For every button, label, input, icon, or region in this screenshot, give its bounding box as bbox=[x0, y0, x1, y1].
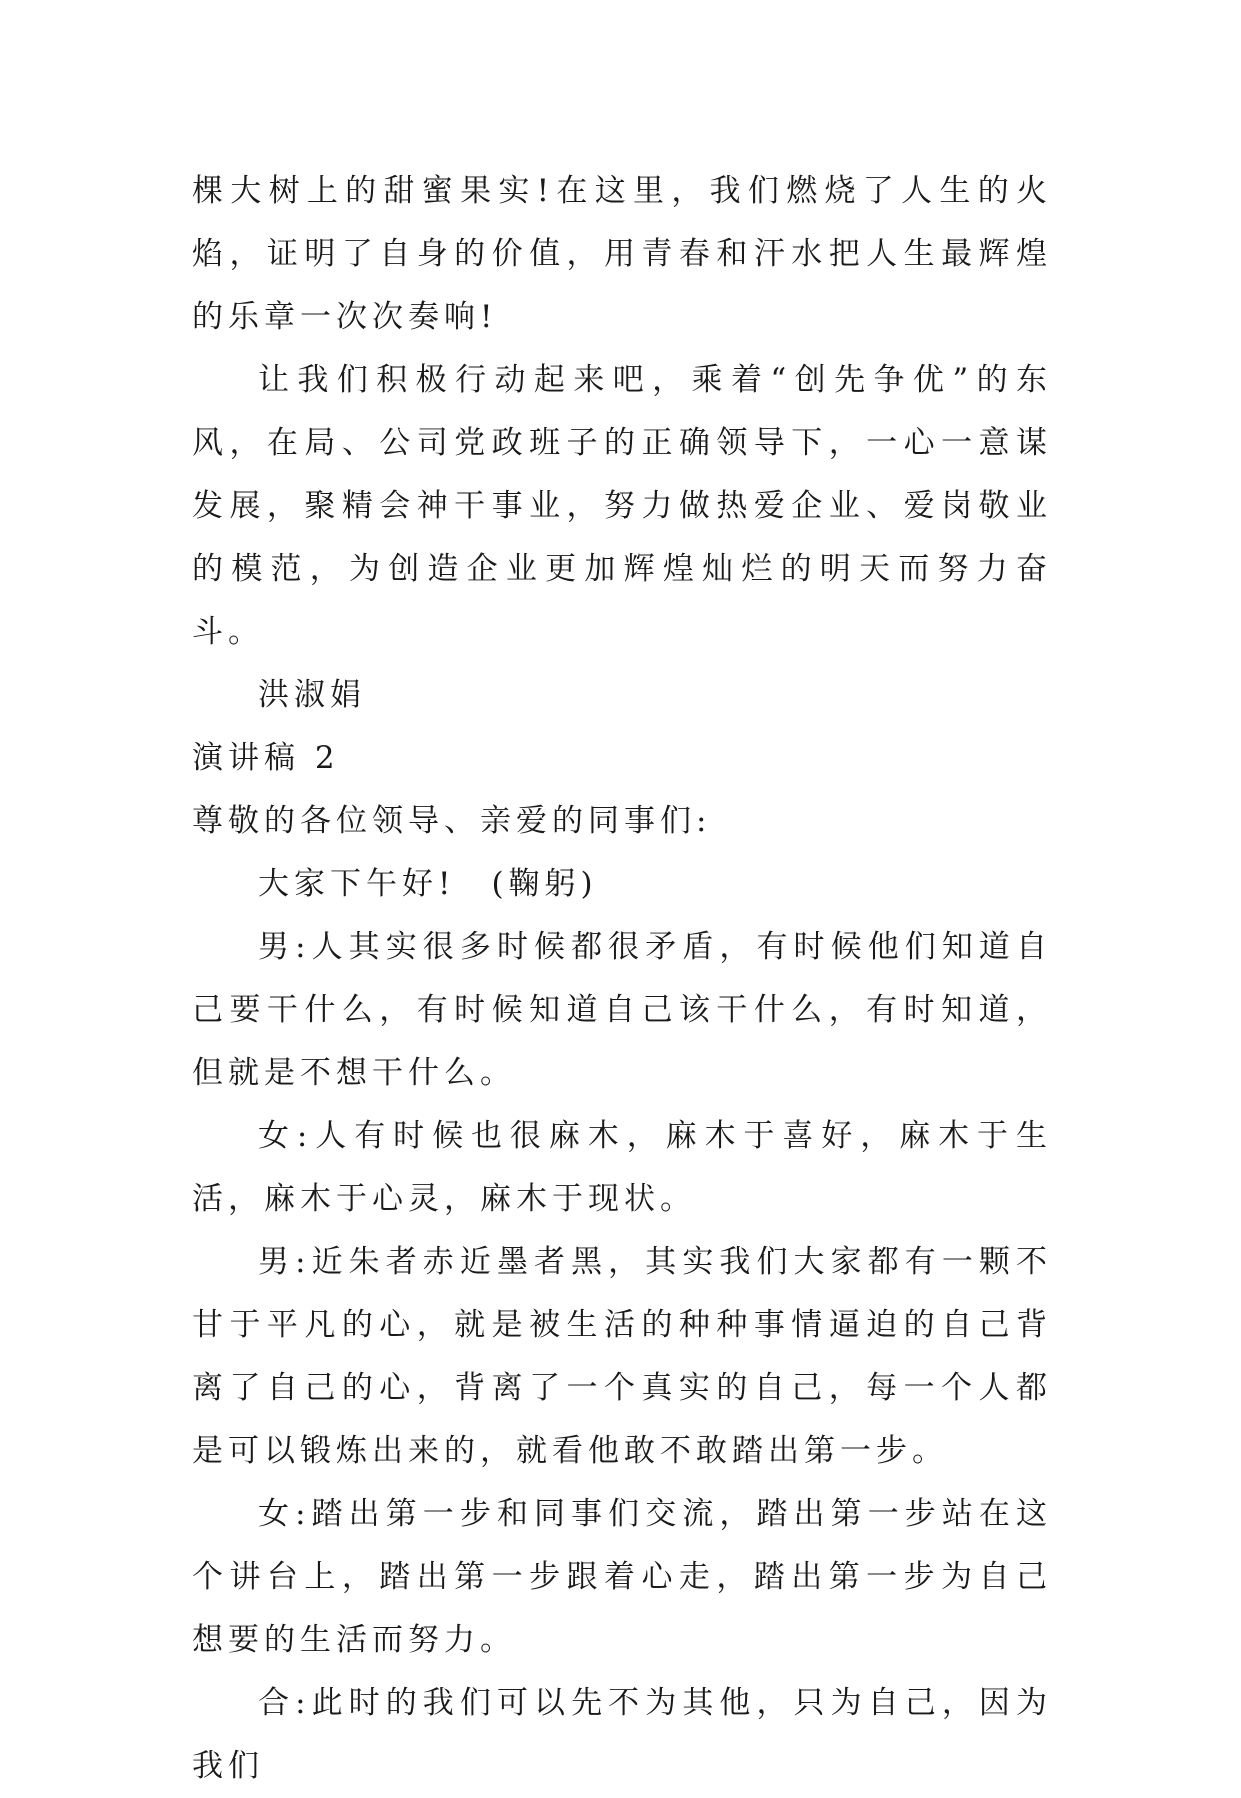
paragraph-1: 棵大树上的甜蜜果实!在这里，我们燃烧了人生的火焰，证明了自身的价值，用青春和汗水把人生最辉煌的乐章一次次奏响! bbox=[192, 173, 1052, 335]
section-title: 演讲稿 2 bbox=[192, 740, 340, 776]
paragraph-male-1: 男:人其实很多时候都很矛盾，有时候他们知道自己要干什么，有时候知道自己该干什么，有时知道，但就是不想干什么。 bbox=[192, 929, 1052, 1091]
document-body bbox=[192, 160, 1052, 1798]
paragraph-male-2: 男:近朱者赤近墨者黑，其实我们大家都有一颗不甘于平凡的心，就是被生活的种种事情逼迫的自己背离了自己的心，背离了一个真实的自己，每一个人都是可以锻炼出来的，就看他敢不敢踏出第一步。 bbox=[192, 1244, 1052, 1469]
paragraph-female-2: 女:踏出第一步和同事们交流，踏出第一步站在这个讲台上，踏出第一步跟着心走，踏出第一步为自己想要的生活而努力。 bbox=[192, 1496, 1052, 1658]
paragraph-2: 让我们积极行动起来吧，乘着“创先争优”的东风，在局、公司党政班子的正确领导下，一心一意谋发展，聚精会神干事业，努力做热爱企业、爱岗敬业的模范，为创造企业更加辉煌灿烂的明天而努力奋斗。 bbox=[192, 362, 1052, 650]
paragraph-together: 合:此时的我们可以先不为其他，只为自己，因为我们 bbox=[192, 1685, 1052, 1784]
paragraph-female-1: 女:人有时候也很麻木，麻木于喜好，麻木于生活，麻木于心灵，麻木于现状。 bbox=[192, 1118, 1052, 1217]
salutation: 尊敬的各位领导、亲爱的同事们: bbox=[192, 803, 712, 839]
greeting: 大家下午好! (鞠躬) bbox=[258, 866, 598, 902]
author-signature: 洪淑娟 bbox=[258, 677, 366, 713]
